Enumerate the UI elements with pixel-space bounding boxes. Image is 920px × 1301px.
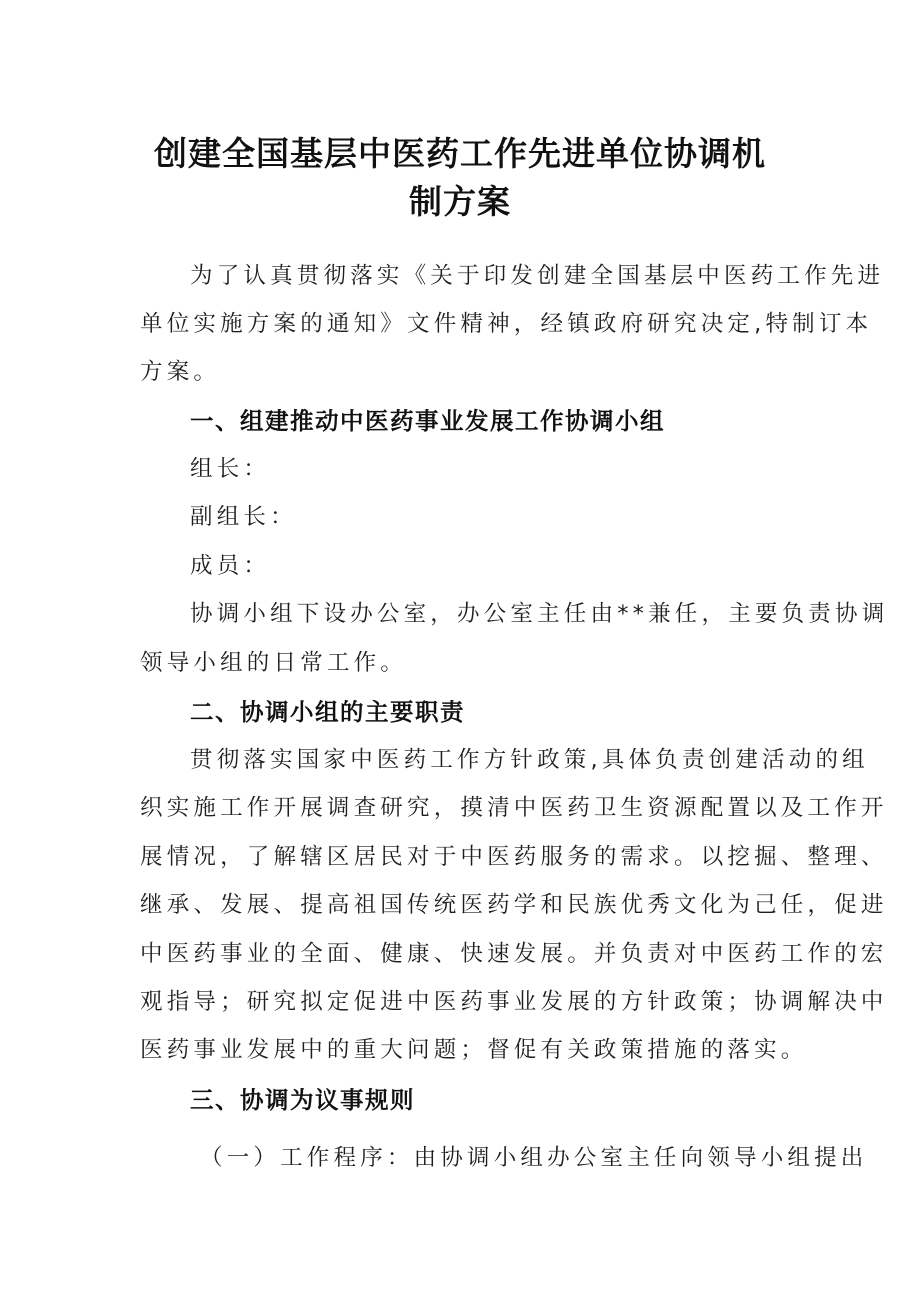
paragraph-intro-line-3: 方案。 — [140, 359, 221, 385]
field-members: 成员： — [190, 553, 271, 579]
field-deputy-leader: 副组长： — [190, 504, 297, 530]
paragraph-duties-line-6: 观指导；研究拟定促进中医药事业发展的方针政策；协调解决中 — [140, 989, 888, 1015]
paragraph-duties-line-4: 继承、发展、提高祖国传统医药学和民族优秀文化为己任，促进 — [140, 892, 888, 918]
section-heading-3: 三、协调为议事规则 — [190, 1086, 415, 1114]
paragraph-intro-line-1: 为了认真贯彻落实《关于印发创建全国基层中医药工作先进 — [190, 263, 885, 289]
paragraph-duties-line-7: 医药事业发展中的重大问题；督促有关政策措施的落实。 — [140, 1037, 808, 1063]
document-title-line-2: 制方案 — [409, 182, 511, 221]
paragraph-duties-line-5: 中医药事业的全面、健康、快速发展。并负责对中医药工作的宏 — [140, 941, 888, 967]
paragraph-office-line-2: 领导小组的日常工作。 — [140, 650, 408, 676]
paragraph-duties-line-2: 织实施工作开展调查研究，摸清中医药卫生资源配置以及工作开 — [140, 795, 888, 821]
document-title-line-1: 创建全国基层中医药工作先进单位协调机 — [154, 134, 766, 173]
field-group-leader: 组长： — [190, 456, 271, 482]
paragraph-duties-line-1: 贯彻落实国家中医药工作方针政策,具体负责创建活动的组 — [190, 747, 869, 773]
paragraph-procedure-line-1: （一）工作程序：由协调小组办公室主任向领导小组提出 — [200, 1145, 868, 1171]
paragraph-intro-line-2: 单位实施方案的通知》文件精神，经镇政府研究决定,特制订本 — [140, 311, 873, 337]
paragraph-duties-line-3: 展情况，了解辖区居民对于中医药服务的需求。以挖掘、整理、 — [140, 844, 888, 870]
section-heading-2: 二、协调小组的主要职责 — [190, 698, 465, 726]
section-heading-1: 一、组建推动中医药事业发展工作协调小组 — [190, 407, 665, 435]
paragraph-office-line-1: 协调小组下设办公室，办公室主任由**兼任，主要负责协调 — [190, 601, 889, 627]
